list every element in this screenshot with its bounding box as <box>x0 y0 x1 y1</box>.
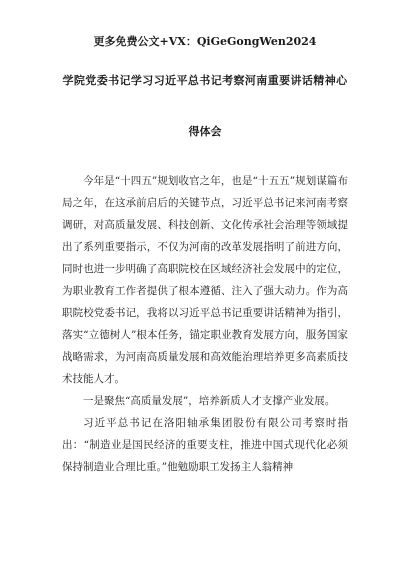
document-header: 更多免费公文+VX：QiGeGongWen2024 <box>93 35 317 48</box>
body-paragraph: 一是聚焦“高质量发展”，培养新质人才支撑产业发展。 <box>83 395 336 407</box>
document-body <box>62 170 348 478</box>
body-paragraph: 今年是“十四五”规划收官之年，也是“十五五”规划谋篇布局之年，在这承前启后的关键节点，习近平总书记来河南考察调研，对高质量发展、科技创新、文化传承社会治理等领域提出了系列重要指示，不仅为河南的改革发展指明了前进方向，同时也进一步明确了高职院校在区域经济社会发展中的定位，为职业教育工作者提供了根本遵循、注入了强大动力。作为高职院校党委书记，我将以习近平总书记重要讲话精神为指引，落实“立德树人”根本任务，锚定职业教育发展方向，服务国家战略需求，为河南高质量发展和高效能治理培养更多高素质技术技能人才。 <box>62 175 348 385</box>
body-paragraph: 习近平总书记在洛阳轴承集团股份有限公司考察时指出：“制造业是国民经济的重要支柱，推进中国式现代化必须保持制造业合理比重。”他勉励职工发扬主人翁精神 <box>62 417 348 473</box>
document-title: 学院党委书记学习习近平总书记考察河南重要讲话精神心 <box>62 74 348 87</box>
document-subtitle: 得体会 <box>188 125 222 138</box>
